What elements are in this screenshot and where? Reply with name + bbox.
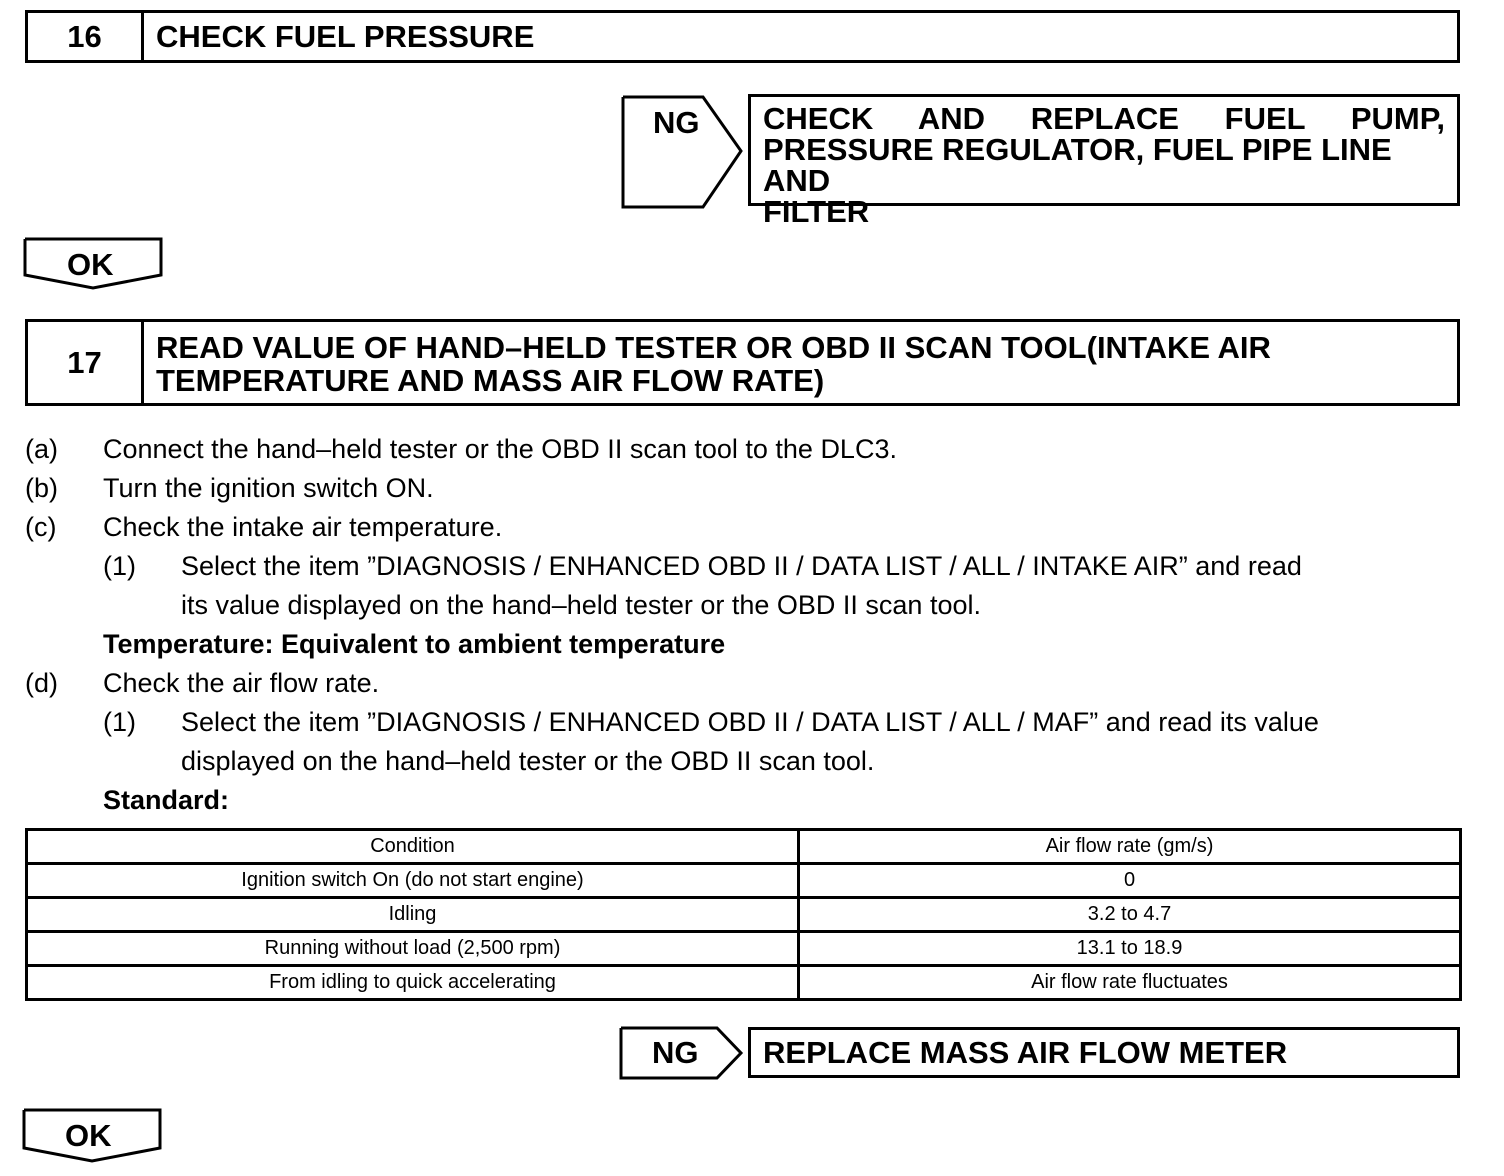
item-text: displayed on the hand–held tester or the OBD II scan tool. [181,746,875,776]
ng-label: NG [653,105,700,140]
instruction-d1-cont [25,742,1465,781]
spec-temperature [25,625,1465,664]
instruction-a [25,430,1465,469]
spec-text: Temperature: Equivalent to ambient temperature [103,629,726,659]
item-text: Select the item ”DIAGNOSIS / ENHANCED OBD II / DATA LIST / ALL / INTAKE AIR” and read [181,551,1302,581]
instruction-b [25,469,1465,508]
item-label: (c) [25,512,57,542]
item-text: Check the intake air temperature. [103,512,503,542]
table-header-cell: Condition [27,830,799,864]
item-label: (d) [25,668,58,698]
step-number: 16 [28,13,144,60]
ng-label: NG [652,1035,699,1070]
ng-action-line: REPLACE MASS AIR FLOW METER [763,1035,1288,1070]
item-label: (b) [25,473,58,503]
item-label: (a) [25,434,58,464]
table-cell: 0 [799,864,1461,898]
table-row [27,898,1461,932]
table-cell: Running without load (2,500 rpm) [27,932,799,966]
table-cell: 3.2 to 4.7 [799,898,1461,932]
table-cell: 13.1 to 18.9 [799,932,1461,966]
table-header-row [27,830,1461,864]
ng-action-line: CHECK AND REPLACE FUEL PUMP, [763,101,1445,136]
ng-action-box [748,94,1460,229]
item-label: (1) [103,707,136,737]
table-header-cell: Air flow rate (gm/s) [799,830,1461,864]
step-number: 17 [28,322,144,403]
table-row [27,966,1461,1000]
standard-label [25,781,1465,820]
item-text: Turn the ignition switch ON. [103,473,434,503]
step-title [144,322,1457,403]
instruction-c1-cont [25,586,1465,625]
item-text: Check the air flow rate. [103,668,380,698]
ng-action-box [748,1027,1460,1078]
table-cell: Ignition switch On (do not start engine) [27,864,799,898]
item-text: Connect the hand–held tester or the OBD II scan tool to the DLC3. [103,434,897,464]
standard-text: Standard: [103,785,230,815]
table-row [27,864,1461,898]
instruction-c [25,508,1465,547]
ok-label: OK [65,1118,112,1153]
instruction-d [25,664,1465,703]
table-cell: From idling to quick accelerating [27,966,799,1000]
instruction-c1 [25,547,1465,586]
ok-label: OK [67,247,114,282]
ng-action-line: FILTER [763,194,870,229]
table-row [27,932,1461,966]
instruction-d1 [25,703,1465,742]
instructions [25,430,1465,820]
step-17-header [25,319,1460,406]
step-title-line: TEMPERATURE AND MASS AIR FLOW RATE) [156,363,825,398]
item-text: its value displayed on the hand–held tester or the OBD II scan tool. [181,590,981,620]
ng-action-line: PRESSURE REGULATOR, FUEL PIPE LINE AND [763,132,1392,198]
step-title-line: READ VALUE OF HAND–HELD TESTER OR OBD II SCAN TOOL(INTAKE AIR [156,330,1271,365]
item-text: Select the item ”DIAGNOSIS / ENHANCED OBD II / DATA LIST / ALL / MAF” and read its value [181,707,1319,737]
item-label: (1) [103,551,136,581]
step-16-header [25,10,1460,63]
step-title: CHECK FUEL PRESSURE [156,19,535,54]
table-cell: Idling [27,898,799,932]
table-cell: Air flow rate fluctuates [799,966,1461,1000]
standard-table [25,828,1462,1001]
